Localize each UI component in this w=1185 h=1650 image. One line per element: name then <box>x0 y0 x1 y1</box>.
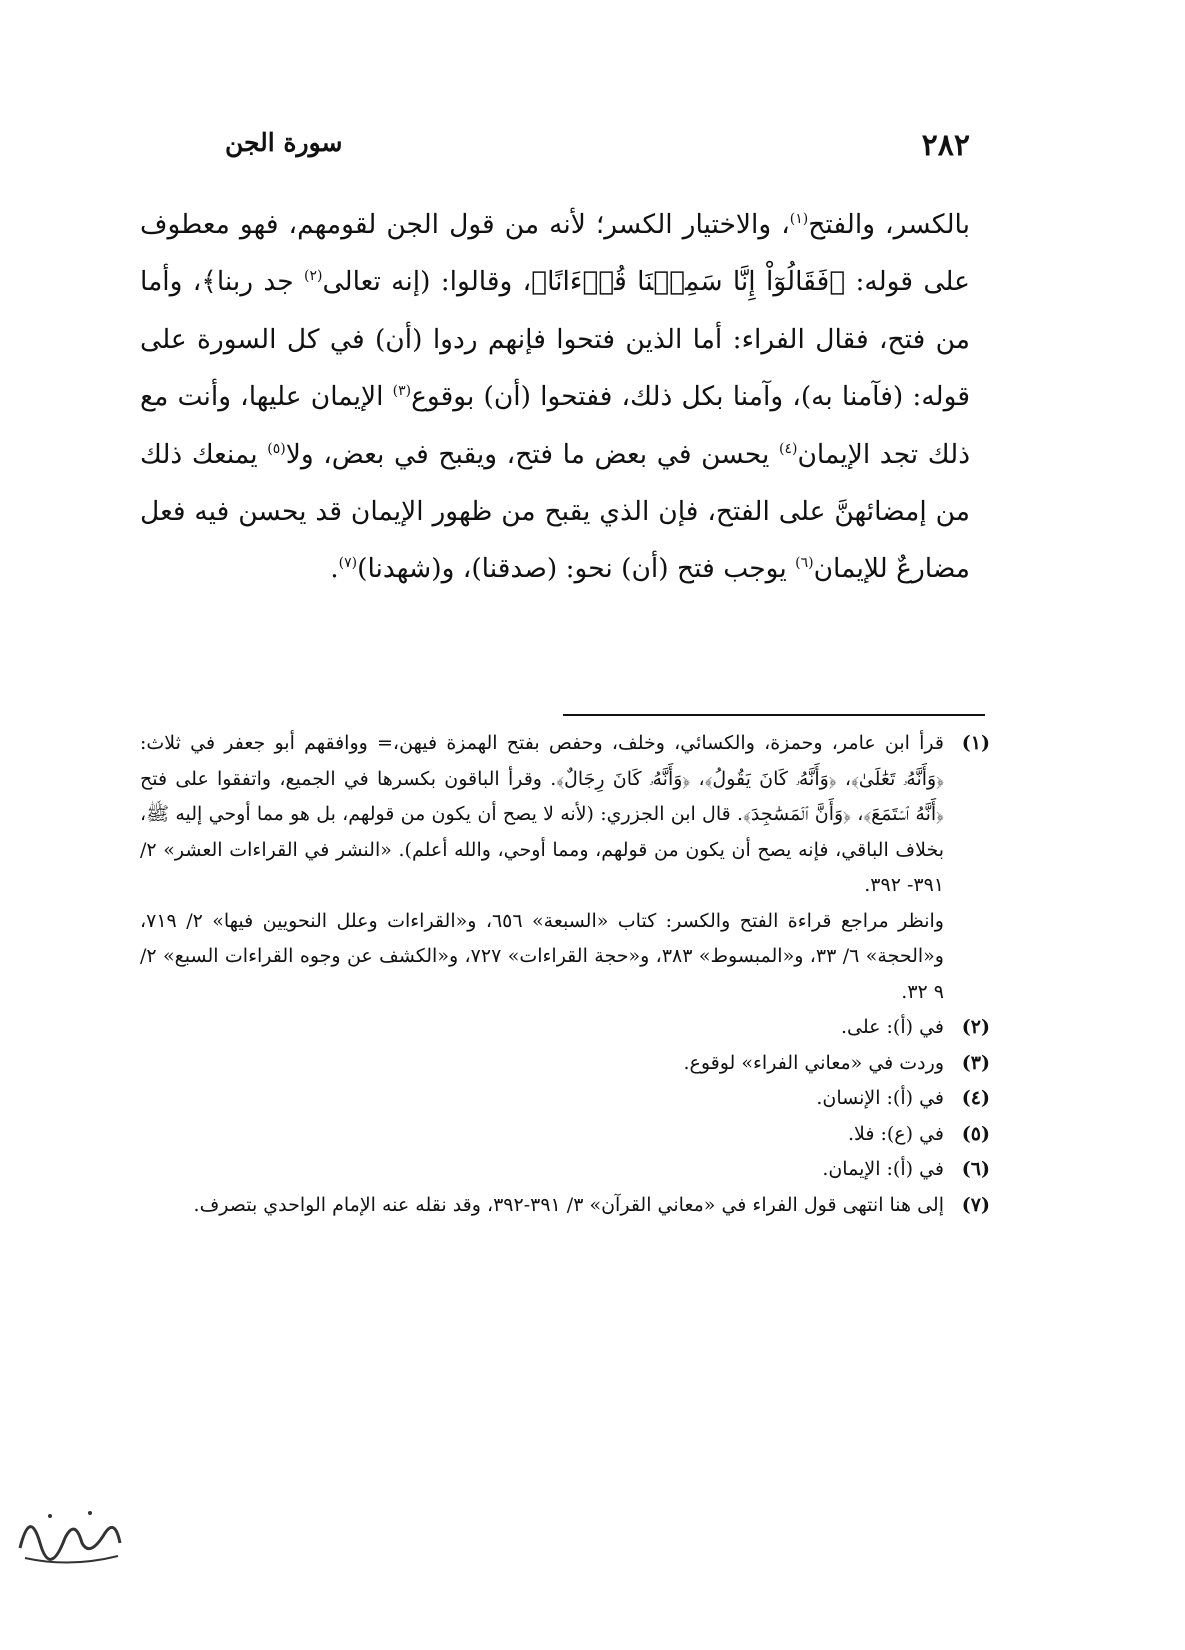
footnote-number: (٦) <box>961 1158 990 1180</box>
footnote-number: (١) <box>961 732 990 754</box>
footnote-body <box>140 1117 944 1153</box>
body-text: يحسن في بعض ما فتح، ويقبح في بعض، ولا <box>285 438 779 470</box>
footnote <box>140 726 990 1010</box>
publisher-logo <box>10 1488 130 1578</box>
footnote-reference: (٥) <box>267 440 286 457</box>
footnote <box>140 1188 990 1224</box>
body-text: . <box>330 553 339 585</box>
main-text <box>140 196 970 598</box>
footnote-reference: (٣) <box>392 383 412 400</box>
footnote-separator <box>563 714 985 716</box>
footnote-body <box>140 1010 944 1046</box>
body-text: يمنعك ذلك من إمضائهنَّ على الفتح، فإن الذي يقبح من ظهور الإيمان قد يحسن فيه فعل مضارعٌ للإيمان <box>140 438 970 585</box>
footnote-number: (٧) <box>961 1193 990 1216</box>
footnote-body <box>140 1046 944 1082</box>
body-text: يوجب فتح (أن) نحو: (صدقنا)، و(شهدنا) <box>357 553 796 585</box>
footnote-reference: (٧) <box>338 555 358 572</box>
footnote <box>140 1046 990 1082</box>
footnote-reference: (٦) <box>795 555 814 572</box>
footnote-reference: (٢) <box>303 268 323 285</box>
footnote <box>140 1117 990 1153</box>
footnote-text: وردت في «معاني الفراء» لوقوع. <box>683 1051 944 1074</box>
footnote-reference: (٤) <box>779 440 798 457</box>
footnote-text: وانظر مراجع قراءة الفتح والكسر: كتاب «السبعة» ٦٥٦، و«القراءات وعلل النحويين فيها» ٢/ ٧١٩، و«الحجة» ٦/ ٣٣، و«المبسوط» ٣٨٣، و«حجة القراءات» ٧٢٧، و«الكشف عن وجوه القراءات السبع» ٢/ ٩ ٣٢. <box>140 909 944 1003</box>
footnote-number: (٣) <box>961 1051 990 1074</box>
running-title: سورة الجن <box>225 128 343 157</box>
footnote-number: (٢) <box>961 1016 990 1038</box>
footnotes <box>140 726 990 1223</box>
page-header <box>225 128 970 168</box>
footnote <box>140 1010 990 1046</box>
footnote-number: (٥) <box>961 1122 990 1145</box>
footnote-text: في (ع): فلا. <box>847 1122 944 1145</box>
page-number: ٢٨٢ <box>921 128 970 163</box>
footnote-body <box>140 726 944 1010</box>
footnote-text: قرأ ابن عامر، وحمزة، والكسائي، وخلف، وحفص بفتح الهمزة فيهن،= ووافقهم أبو جعفر في ثلاث: ﴿وَأَنَّهُۥ تَعَٰلَىٰ﴾، ﴿وَأَنَّهُۥ كَانَ يَقُولُ﴾، ﴿وَأَنَّهُۥ كَانَ رِجَالٌ﴾. وقرأ الباقون بكسرها في الجميع، واتفقوا على فتح ﴿أَنَّهُ ٱسۡتَمَعَ﴾، ﴿وَأَنَّ ٱلۡمَسَٰجِدَ﴾. قال ابن الجزري: (لأنه لا يصح أن يكون من قولهم، بل هو مما أوحي إليه ﷺ، بخلاف الباقي، فإنه يصح أن يكون من قولهم، ومما أوحي، والله أعلم). «النشر في القراءات العشر» ٢/ ٣٩١- ٣٩٢. <box>140 732 944 896</box>
footnote-text: في (أ): على. <box>840 1016 944 1038</box>
main-paragraph <box>140 196 970 598</box>
footnote-text: في (أ): الإنسان. <box>816 1087 944 1109</box>
body-text: ، والاختيار الكسر؛ لأنه من قول الجن لقومهم، فهو معطوف على قوله: ﴿فَقَالُوٓاْ إِنَّا سَمِعۡنَا قُرۡءَانًا﴾، وقالوا: (إنه تعالى <box>140 209 970 298</box>
footnote-text: إلى هنا انتهى قول الفراء في «معاني القرآن» ٣/ ٣٩١-٣٩٢، وقد نقله عنه الإمام الواحدي بتصرف. <box>193 1193 944 1216</box>
footnote <box>140 1081 990 1117</box>
body-text: بالكسر، والفتح <box>808 209 971 240</box>
footnote <box>140 1152 990 1188</box>
footnote-body <box>140 1188 944 1224</box>
footnote-number: (٤) <box>961 1087 990 1109</box>
footnote-reference: (١) <box>789 211 809 228</box>
body-text: جد ربنا﴾، وأما من فتح، فقال الفراء: أما الذين فتحوا فإنهم ردوا (أن) في كل السورة على قوله: (فآمنا به)، وآمنا بكل ذلك، ففتحوا (أن) بوقوع <box>140 266 970 413</box>
footnote-body <box>140 1081 944 1117</box>
footnote-text: في (أ): الإيمان. <box>822 1158 944 1180</box>
footnote-body <box>140 1152 944 1188</box>
body-text: الإيمان عليها، وأنت مع ذلك تجد الإيمان <box>140 381 970 470</box>
